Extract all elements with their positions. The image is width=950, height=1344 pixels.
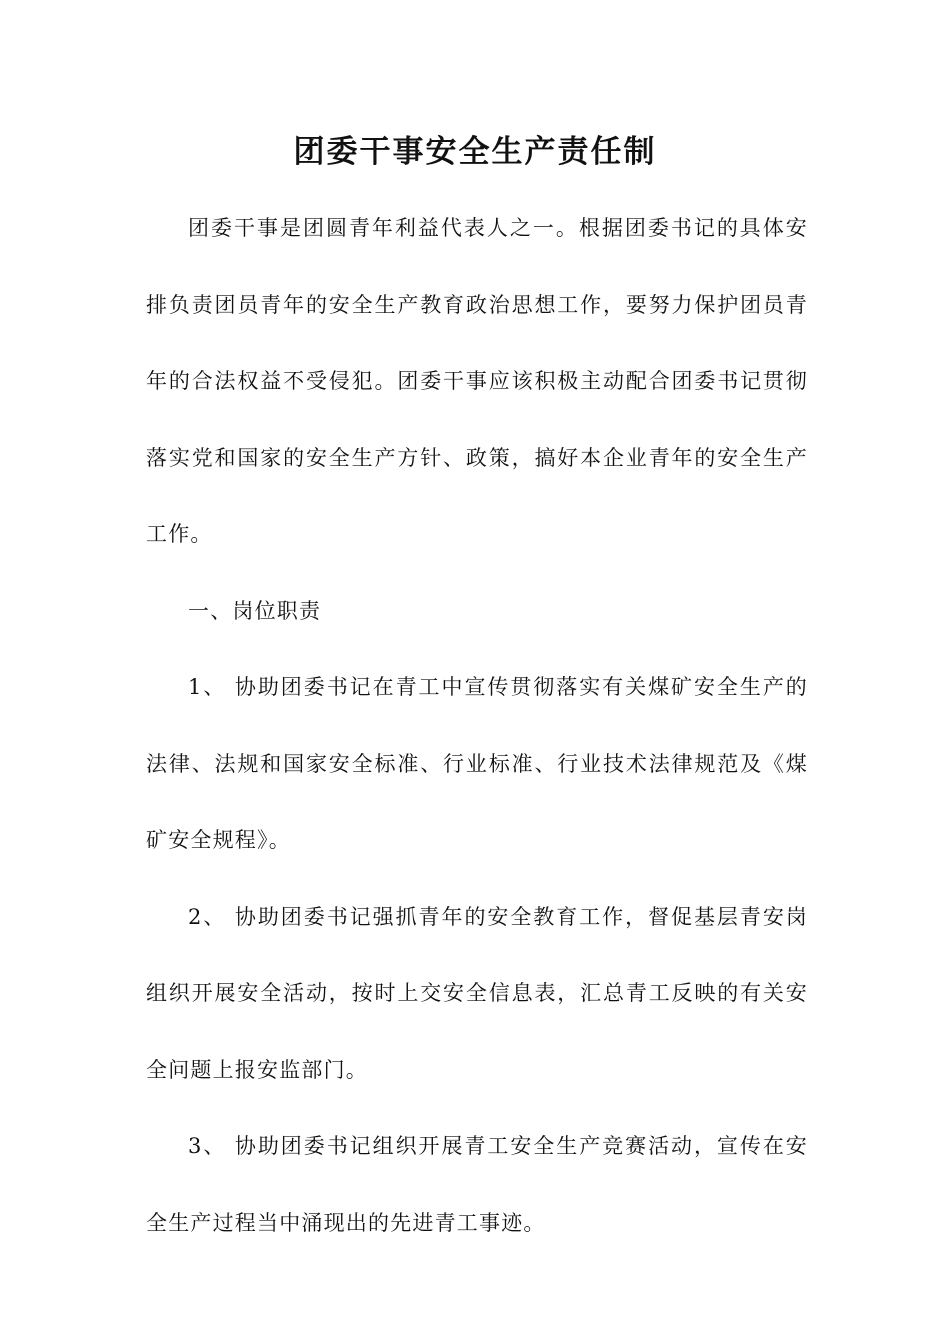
duty-item-2: 2、 协助团委书记强抓青年的安全教育工作，督促基层青安岗组织开展安全活动，按时上交安全信息表，汇总青工反映的有关安全问题上报安监部门。 xyxy=(146,904,808,1082)
intro-paragraph: 团委干事是团圆青年利益代表人之一。根据团委书记的具体安排负责团员青年的安全生产教育政治思想工作，要努力保护团员青年的合法权益不受侵犯。团委干事应该积极主动配合团委书记贯彻落实党和国家的安全生产方针、政策，搞好本企业青年的安全生产工作。 xyxy=(146,216,808,546)
document-title: 团委干事安全生产责任制 xyxy=(293,134,657,170)
document-body xyxy=(146,190,808,1261)
duty-item-3: 3、 协助团委书记组织开展青工安全生产竞赛活动，宣传在安全生产过程当中涌现出的先进青工事迹。 xyxy=(146,1134,808,1235)
duty-item-1: 1、 协助团委书记在青工中宣传贯彻落实有关煤矿安全生产的法律、法规和国家安全标准、行业标准、行业技术法律规范及《煤矿安全规程》。 xyxy=(146,675,808,852)
section-heading-duties: 一、岗位职责 xyxy=(188,598,322,623)
